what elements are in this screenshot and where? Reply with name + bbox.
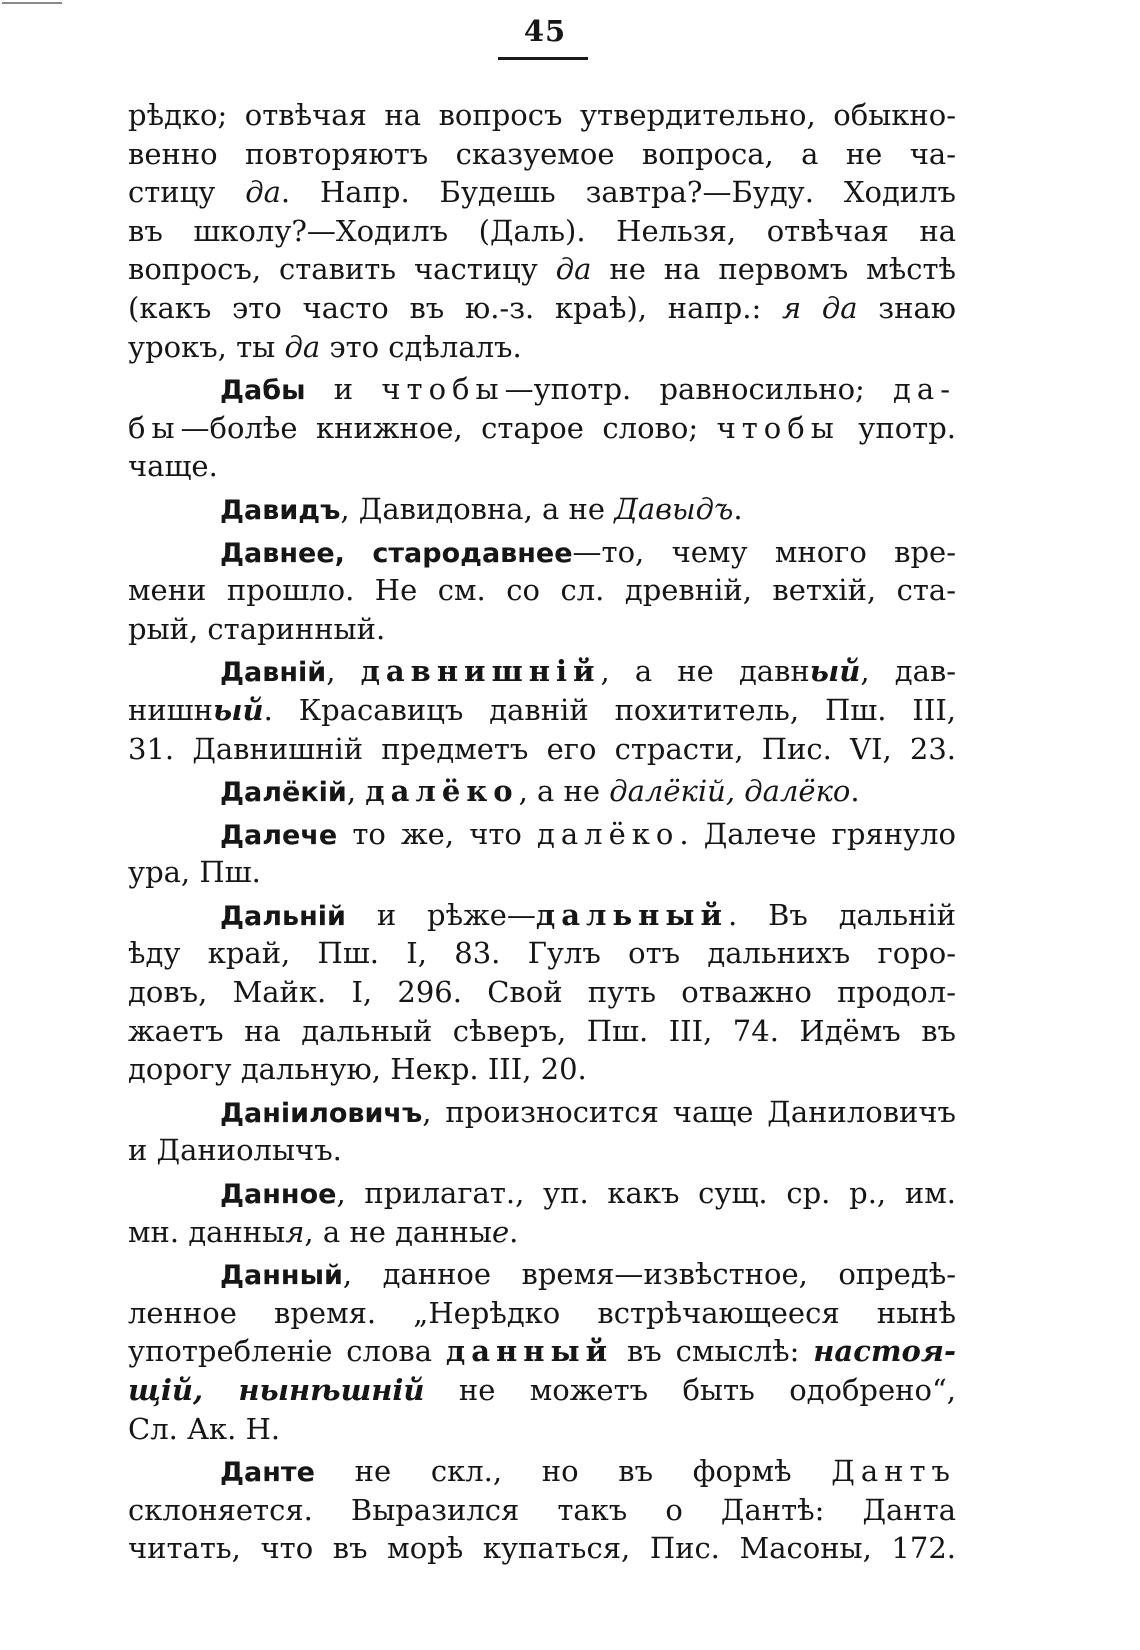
text-segment: , а не давн xyxy=(600,654,810,689)
text-segment: (какъ это часто въ ю.-з. краѣ), напр.: xyxy=(128,290,782,325)
entry-line xyxy=(128,896,956,935)
text-segment: въ школу?—Ходилъ (Даль). Нельзя, отвѣчая на xyxy=(128,213,956,248)
text-segment: рѣдко; отвѣчая на вопросъ утвердительно, обыкно- xyxy=(128,98,956,132)
spaced-word: бы xyxy=(128,410,181,445)
entry-line xyxy=(128,652,956,691)
text-line xyxy=(128,973,956,1012)
text-segment: знаю xyxy=(857,290,956,325)
dictionary-text xyxy=(128,96,956,1568)
text-segment: , дав- xyxy=(860,654,956,689)
text-segment: и рѣже— xyxy=(345,897,536,932)
page-number-rule xyxy=(498,57,588,60)
italic-word: настоя- xyxy=(813,1334,957,1369)
text-segment: вопросъ, ставить частицу xyxy=(128,252,556,287)
text-segment: въ смыслѣ: xyxy=(613,1334,814,1369)
text-segment: склоняется. Выразился такъ о Дантѣ: Данта xyxy=(128,1492,956,1527)
spaced-word: далёко xyxy=(537,816,680,851)
spaced-word: Дантъ xyxy=(831,1454,956,1489)
headword: Даніиловичъ xyxy=(220,1097,423,1129)
headword: Данный xyxy=(220,1260,343,1292)
italic-word: да xyxy=(284,329,321,364)
text-line xyxy=(128,135,956,174)
text-line xyxy=(128,1491,956,1530)
text-segment: . Напр. Будешь завтра?—Буду. Ходилъ xyxy=(280,175,957,210)
text-line xyxy=(128,691,956,730)
text-segment: употр. xyxy=(839,410,956,445)
entry-line xyxy=(128,533,956,572)
text-segment: . Красавицъ давній похититель, Пш. III, xyxy=(263,692,956,727)
page-number: 45 xyxy=(523,14,567,48)
text-segment: дорогу дальную, Некр. III, 20. xyxy=(128,1052,587,1087)
scan-edge-mark xyxy=(2,2,62,4)
italic-word: да xyxy=(245,175,281,210)
headword: Данное xyxy=(220,1179,337,1211)
entry-line xyxy=(128,1452,956,1491)
text-segment: чаще. xyxy=(128,449,218,484)
text-segment: мн. данны xyxy=(128,1214,286,1249)
headword: Давнее, стародавнее xyxy=(220,537,573,569)
text-segment: ура, Пш. xyxy=(128,855,261,890)
text-line xyxy=(128,571,956,610)
italic-word: щій, нынѣшній xyxy=(128,1373,425,1407)
headword: Далёкій xyxy=(220,777,347,809)
text-segment: жаетъ на дальный сѣверъ, Пш. III, 74. Идёмъ въ xyxy=(128,1013,956,1048)
text-line xyxy=(128,1050,956,1089)
text-line xyxy=(128,447,956,486)
text-line xyxy=(128,1410,956,1449)
text-segment: и Даниолычъ. xyxy=(128,1133,342,1168)
text-line xyxy=(128,934,956,973)
entry-line xyxy=(128,815,956,854)
text-segment: —болѣе книжное, старое слово; xyxy=(180,410,717,445)
italic-word: Давыдъ xyxy=(614,491,734,526)
text-line xyxy=(128,1213,956,1252)
text-segment: не можетъ быть одобрено“, xyxy=(424,1373,956,1407)
text-segment: не на первомъ мѣстѣ xyxy=(591,252,956,287)
entry-line xyxy=(128,370,956,409)
text-segment: и xyxy=(305,372,382,407)
text-line xyxy=(128,730,956,769)
text-segment: 31. Давнишній предметъ его страсти, Пис. VI, 23. xyxy=(128,731,956,766)
spaced-word: данный xyxy=(445,1334,614,1369)
text-segment: Сл. Ак. Н. xyxy=(128,1411,281,1446)
headword: Дальній xyxy=(220,900,346,932)
entry-line xyxy=(128,1174,956,1213)
text-segment: , произносится чаще Даниловичъ xyxy=(422,1094,956,1129)
text-line xyxy=(128,610,956,649)
text-segment: . xyxy=(850,774,860,809)
headword: Давидъ xyxy=(220,494,341,526)
headword: Далече xyxy=(220,819,338,851)
text-segment: , а не данны xyxy=(304,1214,492,1249)
text-line xyxy=(128,212,956,251)
italic-word: е xyxy=(491,1214,510,1249)
text-segment: мени прошло. Не см. со сл. древній, ветхій, ста- xyxy=(128,573,956,608)
entry-line xyxy=(128,1255,956,1294)
text-segment: это сдѣлалъ. xyxy=(320,329,522,364)
text-segment: . Въ дальній xyxy=(727,897,956,932)
text-segment: ѣду край, Пш. I, 83. Гулъ отъ дальнихъ горо- xyxy=(128,936,956,971)
text-line xyxy=(128,250,956,289)
italic-word: я xyxy=(285,1214,305,1249)
text-segment: довъ, Майк. I, 296. Свой путь отважно продол- xyxy=(128,975,956,1010)
text-segment: . xyxy=(733,491,743,526)
headword: Дабы xyxy=(220,375,306,407)
text-segment: —употр. равносильно; xyxy=(504,372,894,407)
text-segment: , Давидовна, а не xyxy=(340,491,615,526)
entry-line xyxy=(128,772,956,811)
text-line xyxy=(128,409,956,448)
text-segment: ленное время. „Нерѣдко встрѣчающееся нынѣ xyxy=(128,1295,956,1330)
text-line xyxy=(128,1529,956,1568)
text-segment: , данное время—извѣстное, опредѣ- xyxy=(342,1257,956,1292)
text-segment: . xyxy=(509,1214,519,1249)
text-line xyxy=(128,1294,956,1333)
text-segment: употребленіе слова xyxy=(128,1334,446,1369)
text-segment: рый, старинный. xyxy=(128,611,386,646)
headword: Давній xyxy=(220,657,327,689)
text-line xyxy=(128,1012,956,1051)
text-line xyxy=(128,328,956,367)
text-segment: , xyxy=(346,774,366,809)
text-segment: не скл., но въ формѣ xyxy=(314,1454,832,1489)
text-segment: , а не xyxy=(518,774,610,809)
italic-word: ый xyxy=(212,692,264,727)
text-segment: —то, чему много вре- xyxy=(572,534,956,569)
text-segment: нишн xyxy=(128,692,213,727)
headword: Данте xyxy=(220,1457,315,1489)
text-segment: стицу xyxy=(128,175,246,210)
entry-line xyxy=(128,1093,956,1132)
text-segment: , прилагат., уп. какъ сущ. ср. р., им. xyxy=(336,1176,956,1211)
text-line xyxy=(128,1371,956,1410)
text-segment: то же, что xyxy=(337,816,538,851)
spaced-word: дальный xyxy=(535,897,728,932)
italic-word: я да xyxy=(781,290,858,325)
text-segment: венно повторяютъ сказуемое вопроса, а не ча- xyxy=(128,136,956,171)
text-line xyxy=(128,173,956,212)
text-segment: . Далече грянуло xyxy=(679,816,956,851)
spaced-word: чтобы xyxy=(381,372,505,407)
text-segment: , xyxy=(326,654,361,689)
text-line xyxy=(128,289,956,328)
text-line xyxy=(128,1131,956,1170)
spaced-word: давнишній xyxy=(360,654,601,689)
text-line xyxy=(128,96,956,135)
spaced-word: далёко xyxy=(365,774,519,809)
italic-word: ый xyxy=(809,654,861,689)
italic-word: да xyxy=(555,252,592,287)
spaced-word: да- xyxy=(893,372,956,407)
text-line xyxy=(128,853,956,892)
text-line xyxy=(128,1332,956,1371)
spaced-word: чтобы xyxy=(716,410,840,445)
italic-word: далёкій, далёко xyxy=(609,774,851,809)
text-segment: урокъ, ты xyxy=(128,329,285,364)
entry-line xyxy=(128,490,956,529)
text-segment: читать, что въ морѣ купаться, Пис. Масоны, 172. xyxy=(128,1531,956,1566)
